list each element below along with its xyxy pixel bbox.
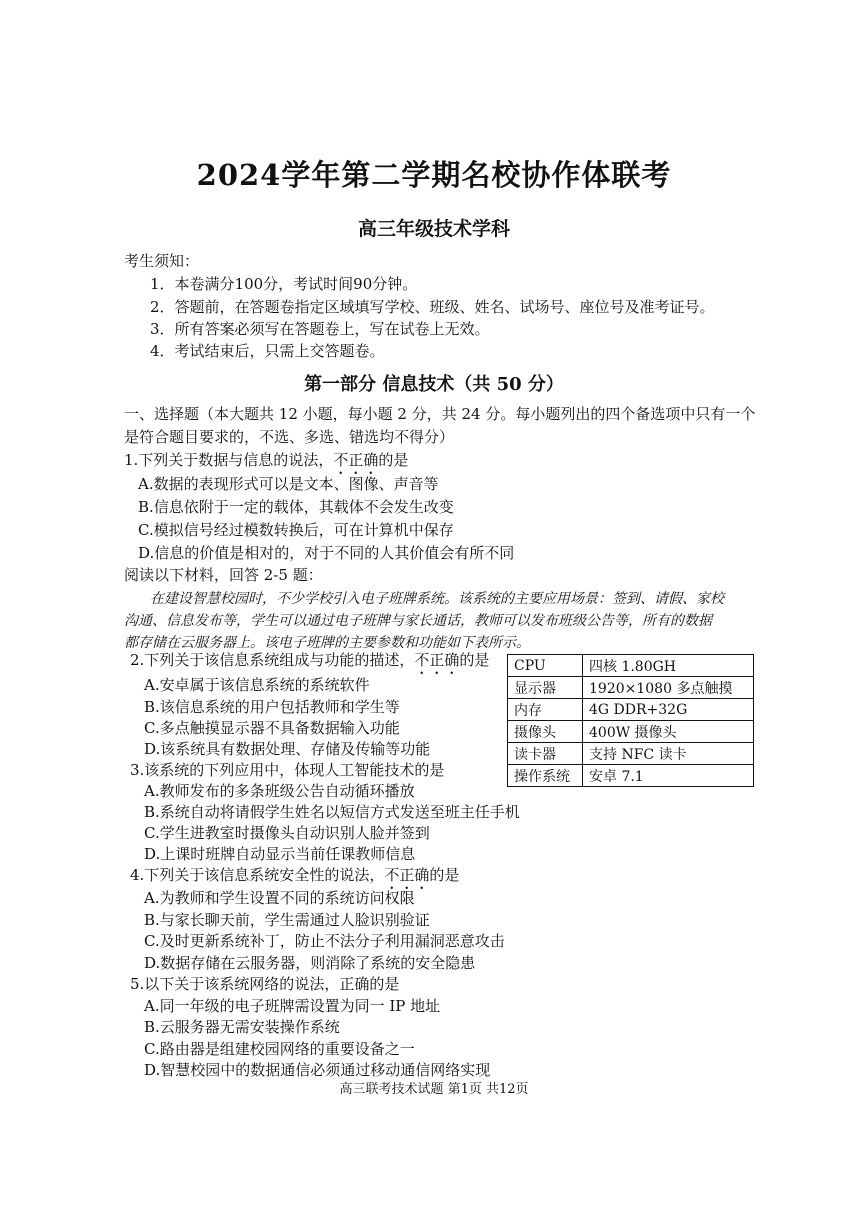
- material-paragraph-line: 沟通、信息发布等，学生可以通过电子班牌与家长通话，教师可以发布班级公告等，所有的数据: [124, 613, 712, 629]
- exam-title: 2024学年第二学期名校协作体联考: [196, 158, 672, 192]
- question-1-option: B.信息依附于一定的载体，其载体不会发生改变: [138, 498, 454, 516]
- notice-item: 1．本卷满分100分，考试时间90分钟。: [150, 275, 418, 293]
- question-4-option: B.与家长聊天前，学生需通过人脸识别验证: [144, 911, 430, 929]
- question-3-option: C.学生进教室时摄像头自动识别人脸并签到: [144, 824, 430, 842]
- emphasis-not-correct: 不正确: [414, 651, 460, 669]
- question-1-option: C.模拟信号经过模数转换后，可在计算机中保存: [138, 521, 454, 539]
- spec-table: [507, 654, 754, 787]
- question-2-option: C.多点触摸显示器不具备数据输入功能: [144, 719, 400, 737]
- question-4-stem: 4.下列关于该信息系统安全性的说法，不正确的是: [130, 866, 460, 884]
- question-2-option: A.安卓属于该信息系统的系统软件: [144, 676, 370, 694]
- question-2-option: B.该信息系统的用户包括教师和学生等: [144, 698, 400, 716]
- question-3-option: A.教师发布的多条班级公告自动循环播放: [144, 782, 415, 800]
- spec-key: CPU: [508, 655, 583, 677]
- question-3-option: B.系统自动将请假学生姓名以短信方式发送至班主任手机: [144, 803, 520, 821]
- spec-key: 读卡器: [508, 743, 583, 765]
- question-2-stem: 2.下列关于该信息系统组成与功能的描述，不正确的是: [130, 651, 490, 669]
- question-1-option: D.信息的价值是相对的，对于不同的人其价值会有所不同: [138, 544, 515, 562]
- material-lead: 阅读以下材料，回答 2-5 题：: [124, 566, 323, 584]
- emphasis-not-correct: 不正确: [384, 866, 430, 884]
- question-5-option: A.同一年级的电子班牌需设置为同一 IP 地址: [144, 997, 441, 1015]
- table-row: [508, 699, 754, 721]
- spec-key: 摄像头: [508, 721, 583, 743]
- section-intro-line: 一、选择题（本大题共 12 小题，每小题 2 分，共 24 分。每小题列出的四个备选项中只有一个: [124, 405, 756, 423]
- spec-value: 四核 1.80GH: [583, 655, 754, 677]
- material-paragraph-line: 都存储在云服务器上。该电子班牌的主要参数和功能如下表所示。: [124, 635, 530, 651]
- question-4-option: D.数据存储在云服务器，则消除了系统的安全隐患: [144, 954, 476, 972]
- question-5-option: D.智慧校园中的数据通信必须通过移动通信网络实现: [144, 1061, 491, 1079]
- spec-value: 1920×1080 多点触摸: [583, 677, 754, 699]
- material-paragraph-line: 在建设智慧校园时，不少学校引入电子班牌系统。该系统的主要应用场景：签到、请假、家校: [150, 591, 724, 607]
- notice-item: 4．考试结束后，只需上交答题卷。: [150, 342, 385, 360]
- question-2-option: D.该系统具有数据处理、存储及传输等功能: [144, 740, 431, 758]
- spec-value: 400W 摄像头: [583, 721, 754, 743]
- question-5-option: B.云服务器无需安装操作系统: [144, 1018, 340, 1036]
- question-5-stem: 5.以下关于该系统网络的说法，正确的是: [130, 975, 400, 993]
- spec-key: 显示器: [508, 677, 583, 699]
- notice-heading: 考生须知：: [124, 252, 200, 270]
- question-4-option: A.为教师和学生设置不同的系统访问权限: [144, 889, 415, 907]
- table-row: [508, 765, 754, 787]
- exam-subtitle: 高三年级技术学科: [357, 218, 510, 240]
- question-3-option: D.上课时班牌自动显示当前任课教师信息: [144, 845, 416, 863]
- question-5-option: C.路由器是组建校园网络的重要设备之一: [144, 1040, 415, 1058]
- notice-item: 2．答题前，在答题卷指定区域填写学校、班级、姓名、试场号、座位号及准考证号。: [150, 298, 715, 316]
- spec-key: 内存: [508, 699, 583, 721]
- table-row: [508, 677, 754, 699]
- question-1-option: A.数据的表现形式可以是文本、图像、声音等: [138, 475, 439, 493]
- table-row: [508, 655, 754, 677]
- section-intro-line: 是符合题目要求的，不选、多选、错选均不得分）: [124, 428, 455, 446]
- question-4-option: C.及时更新系统补丁，防止不法分子利用漏洞恶意攻击: [144, 932, 505, 950]
- spec-value: 支持 NFC 读卡: [583, 743, 754, 765]
- spec-key: 操作系统: [508, 765, 583, 787]
- page-footer: 高三联考技术试题 第1页 共12页: [339, 1082, 529, 1097]
- spec-value: 4G DDR+32G: [583, 699, 754, 721]
- spec-value: 安卓 7.1: [583, 765, 754, 787]
- section-title: 第一部分 信息技术（共 50 分）: [304, 374, 564, 395]
- table-row: [508, 743, 754, 765]
- question-3-stem: 3.该系统的下列应用中，体现人工智能技术的是: [130, 761, 445, 779]
- emphasis-not-correct: 不正确: [333, 451, 379, 469]
- question-1-stem: 1.下列关于数据与信息的说法，不正确的是: [124, 451, 409, 469]
- table-row: [508, 721, 754, 743]
- notice-item: 3．所有答案必须写在答题卷上，写在试卷上无效。: [150, 320, 490, 338]
